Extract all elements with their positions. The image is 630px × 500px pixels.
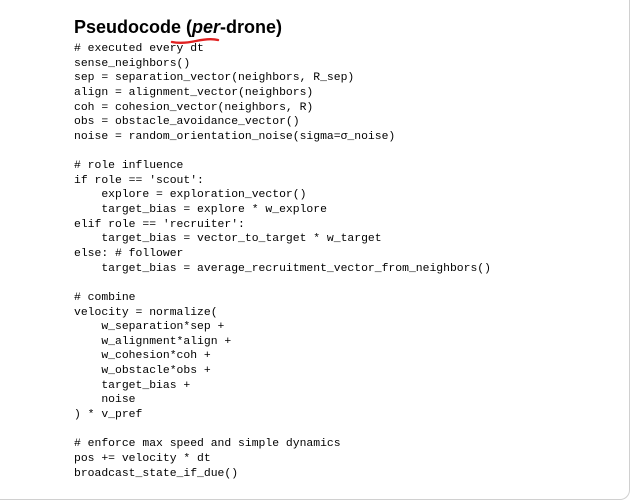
code-line: pos += velocity * dt — [74, 452, 211, 465]
pseudocode-block — [74, 42, 491, 481]
code-line — [74, 423, 491, 438]
code-line — [74, 276, 491, 291]
code-line: obs = obstacle_avoidance_vector() — [74, 116, 300, 129]
code-line: target_bias = average_recruitment_vector_from_neighbors() — [74, 262, 491, 275]
code-line: elif role == 'recruiter': — [74, 218, 245, 231]
code-line: # executed every dt — [74, 43, 204, 55]
code-line: w_separation*sep + — [74, 321, 225, 334]
code-line: align = alignment_vector(neighbors) — [74, 86, 314, 99]
title-suffix: -drone) — [220, 17, 283, 37]
code-line: w_alignment*align + — [74, 335, 232, 348]
code-line: ) * v_pref — [74, 409, 143, 422]
code-line: w_obstacle*obs + — [74, 365, 211, 378]
code-line: coh = cohesion_vector(neighbors, R) — [74, 101, 314, 114]
code-line: w_cohesion*coh + — [74, 350, 211, 363]
code-line: noise = random_orientation_noise(sigma=σ_noise) — [74, 130, 396, 143]
code-line: target_bias + — [74, 379, 191, 392]
code-line: # role influence — [74, 160, 184, 173]
code-line: # enforce max speed and simple dynamics — [74, 438, 341, 451]
title-emphasis: per — [192, 17, 221, 37]
code-line: velocity = normalize( — [74, 306, 218, 319]
code-line: target_bias = vector_to_target * w_target — [74, 233, 382, 246]
code-line: explore = exploration_vector() — [74, 189, 307, 202]
code-line: # combine — [74, 291, 136, 304]
title-prefix: Pseudocode ( — [74, 17, 193, 37]
code-line: target_bias = explore * w_explore — [74, 204, 327, 217]
code-line: sense_neighbors() — [74, 57, 191, 70]
code-line — [74, 144, 491, 159]
code-line: sep = separation_vector(neighbors, R_sep) — [74, 72, 355, 85]
code-line: else: # follower — [74, 247, 184, 260]
code-line: noise — [74, 394, 136, 407]
code-line: if role == 'scout': — [74, 174, 204, 187]
code-line: broadcast_state_if_due() — [74, 467, 239, 480]
